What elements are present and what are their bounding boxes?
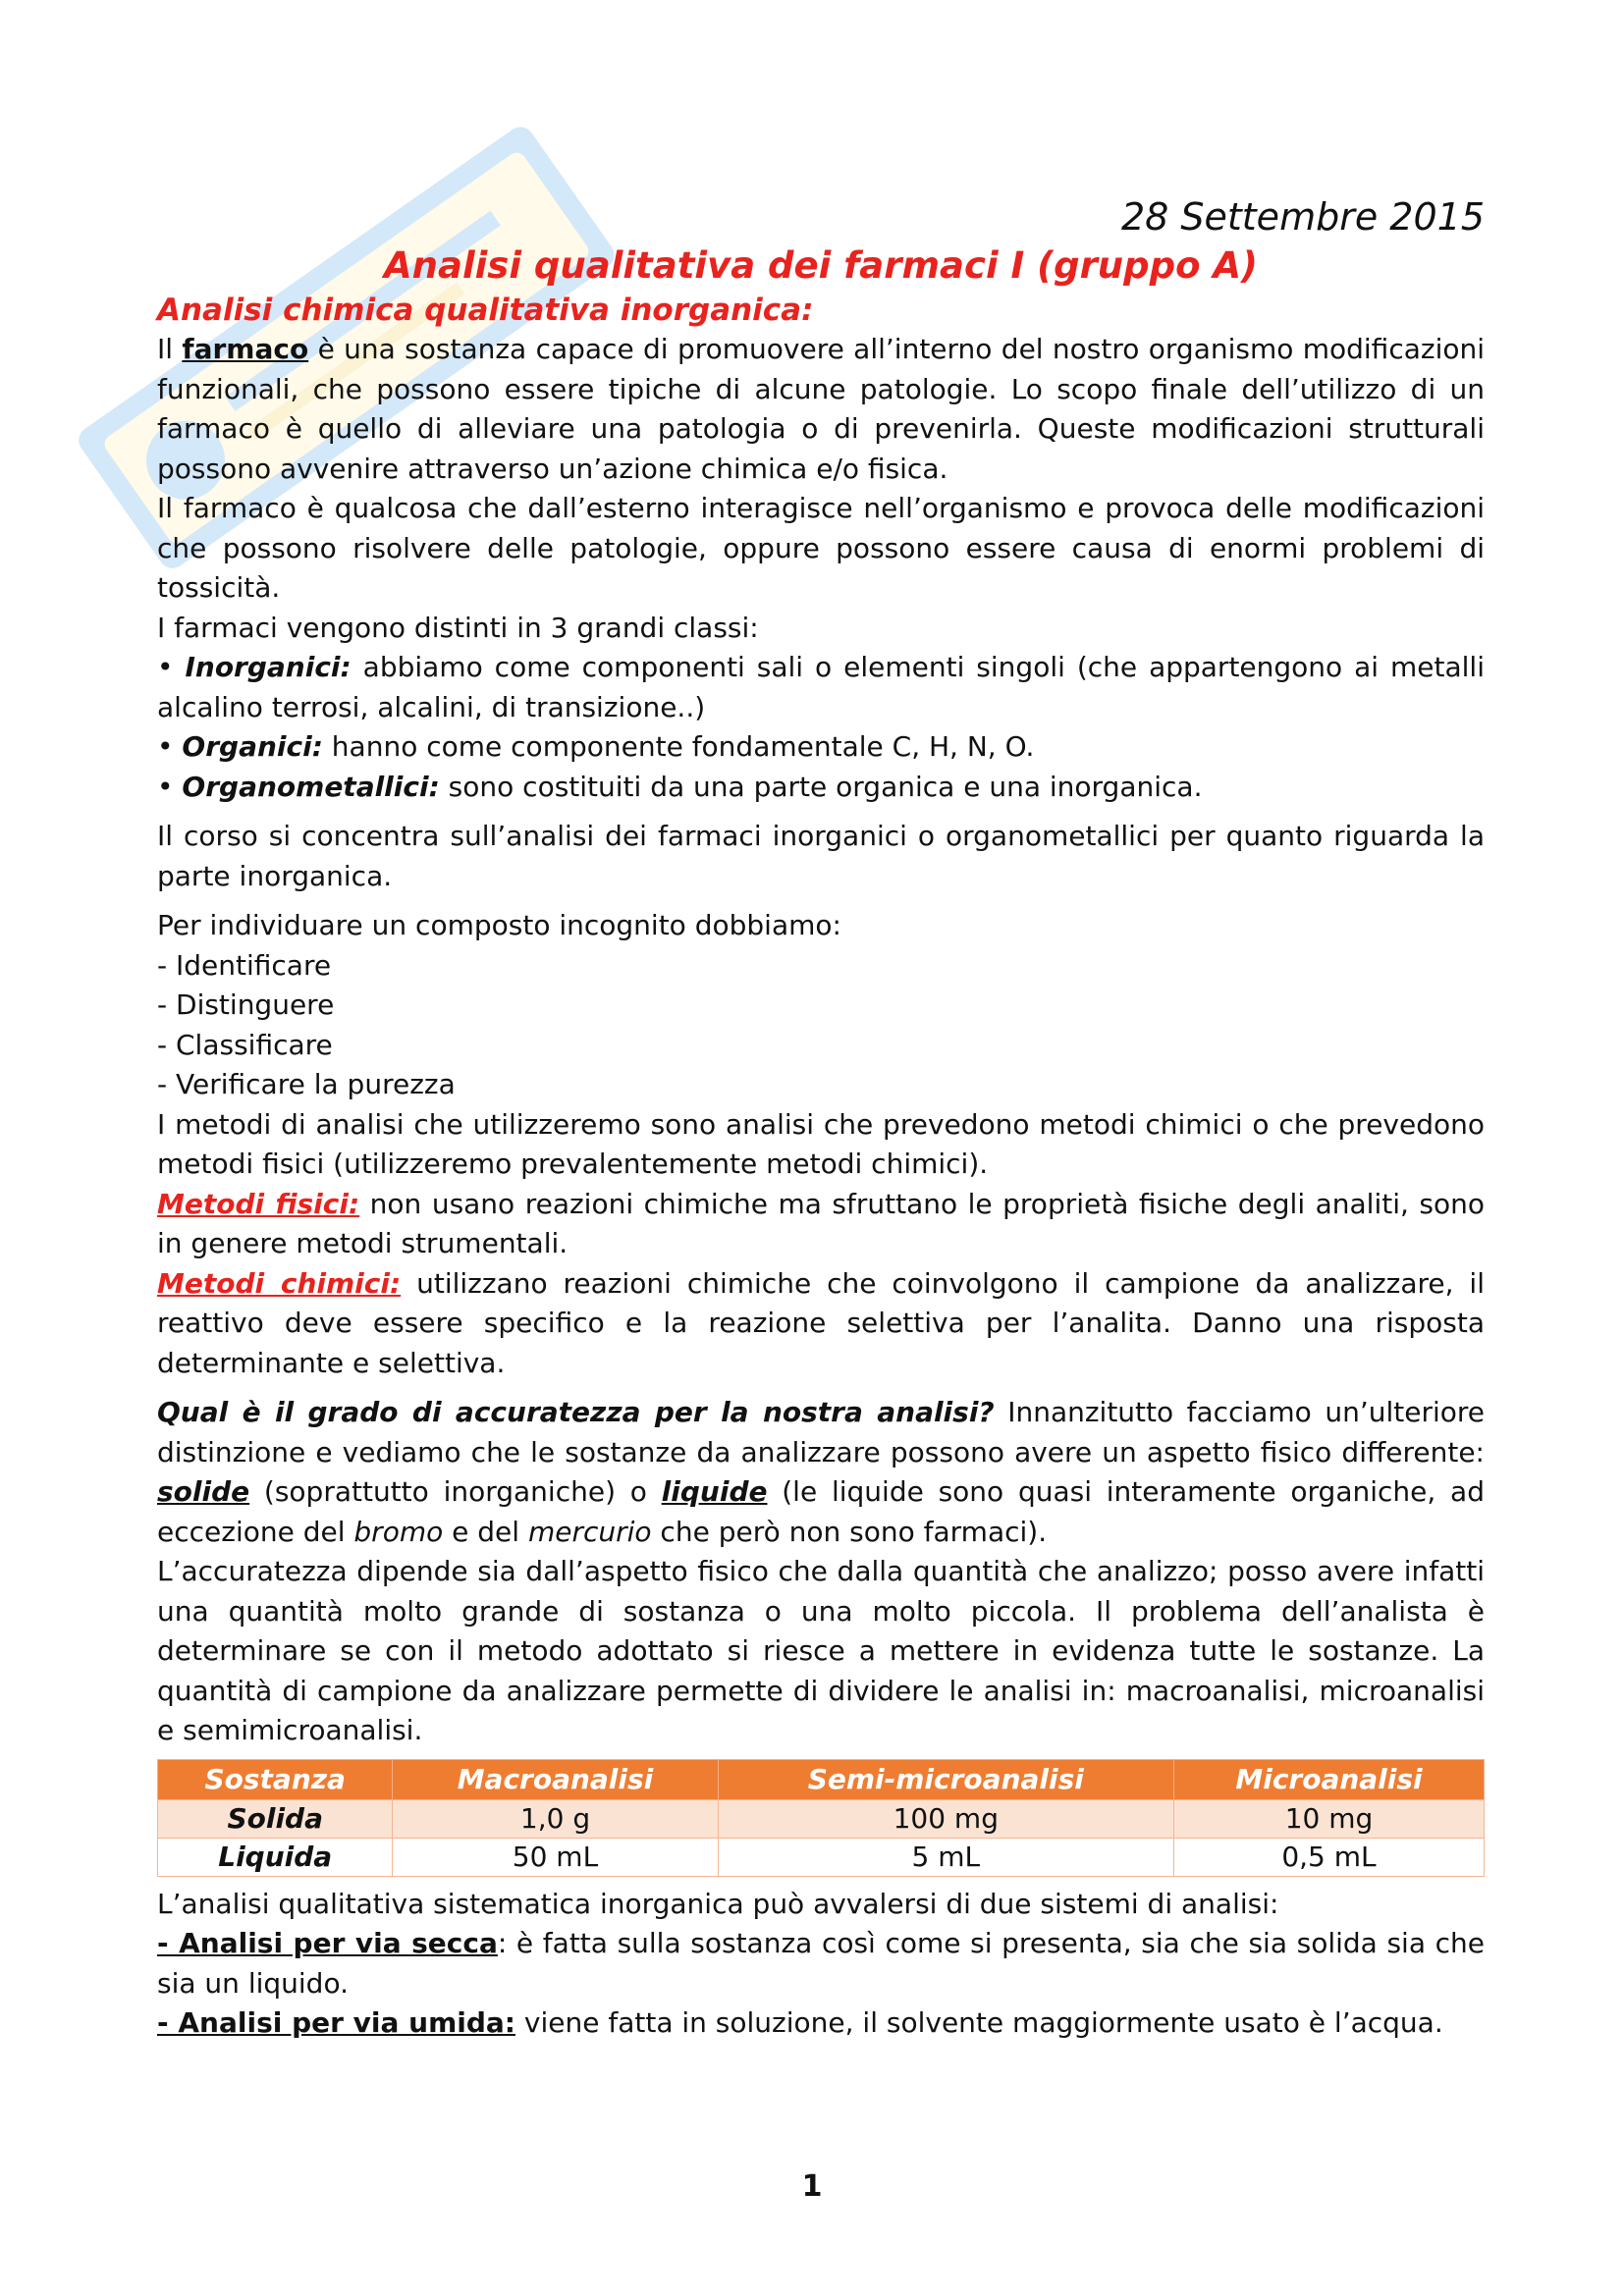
term-metodi-fisici: Metodi fisici: (157, 1187, 360, 1220)
term-organici: Organici: (182, 730, 323, 763)
column-header: Macroanalisi (393, 1759, 718, 1799)
term-bromo: bromo (353, 1515, 444, 1548)
text-run: abbiamo come componenti sali o elementi singoli (che appartengono ai metalli alcalino terrosi, alcalini, di transizione..) (157, 651, 1485, 723)
paragraph-farmaco (157, 330, 1485, 489)
bullet: • (157, 651, 174, 683)
section-heading: Analisi chimica qualitativa inorganica: (157, 293, 814, 328)
table-header-row (158, 1759, 1485, 1799)
term-metodi-chimici: Metodi chimici: (157, 1266, 402, 1300)
term-via-umida: - Analisi per via umida: (157, 2006, 515, 2039)
paragraph-classi-intro: I farmaci vengono distinti in 3 grandi classi: (157, 611, 759, 644)
column-header: Semi-microanalisi (718, 1759, 1173, 1799)
column-header: Microanalisi (1174, 1759, 1485, 1799)
text-run: Il (157, 333, 183, 365)
paragraph-sistemi: L’analisi qualitativa sistematica inorganica può avvalersi di due sistemi di analisi: (157, 1887, 1279, 1920)
paragraph-interazione: Il farmaco è qualcosa che dall’esterno interagisce nell’organismo e provoca delle modificazioni che possono risolvere delle patologie, oppure possono essere causa di enormi problemi di tossicità. (157, 492, 1485, 604)
table-cell: 10 mg (1174, 1799, 1485, 1838)
paragraph-corso: Il corso si concentra sull’analisi dei farmaci inorganici o organometallici per quanto riguarda la parte inorganica. (157, 820, 1485, 892)
table-cell: 100 mg (718, 1799, 1173, 1838)
term-organometallici: Organometallici: (182, 770, 440, 803)
paragraph-quantita: L’accuratezza dipende sia dall’aspetto fisico che dalla quantità che analizzo; posso avere infatti una quantità molto grande di sostanza o una molto piccola. Il problema dell’analista è determinare se con il metodo adottato si riesce a mettere in evidenza tutte le sostanze. La quantità di campione da analizzare permette di dividere le analisi in: macroanalisi, microanalisi e semimicroanalisi. (157, 1555, 1485, 1746)
term-via-secca: - Analisi per via secca (157, 1927, 498, 1959)
text-run: : è fatta sulla sostanza così come si presenta, sia che sia solida sia che sia un liquido. (157, 1927, 1485, 2000)
list-item-inorganici (157, 648, 1485, 727)
paragraph-accuratezza (157, 1393, 1485, 1552)
step-item: - Identificare (157, 948, 332, 982)
paragraph-via-secca (157, 1924, 1485, 2003)
step-item: - Classificare (157, 1028, 333, 1061)
row-header: Solida (158, 1799, 393, 1838)
document-title: Analisi qualitativa dei farmaci I (gruppo A) (384, 244, 1258, 287)
table-cell: 1,0 g (393, 1799, 718, 1838)
term-inorganici: Inorganici: (185, 651, 352, 683)
document-date: 28 Settembre 2015 (1120, 195, 1485, 239)
bullet: • (157, 730, 174, 763)
paragraph-via-umida (157, 2003, 1485, 2044)
text-run: utilizzano reazioni chimiche che coinvolgono il campione da analizzare, il reattivo deve essere specifico e la reazione selettiva per l’analita. Danno una risposta determinante e selettiva. (157, 1266, 1485, 1379)
term-liquide: liquide (661, 1475, 768, 1508)
list-item-organometallici (157, 768, 1485, 808)
question-accuratezza: Qual è il grado di accuratezza per la nostra analisi? (157, 1396, 995, 1428)
text-run: viene fatta in soluzione, il solvente maggiormente usato è l’acqua. (515, 2006, 1443, 2039)
text-run: (soprattutto inorganiche) o (249, 1475, 662, 1508)
text-run: hanno come componente fondamentale C, H, N, O. (322, 730, 1035, 763)
bullet: • (157, 770, 174, 803)
step-item: - Verificare la purezza (157, 1068, 456, 1100)
table-cell: 5 mL (718, 1838, 1173, 1876)
table-cell: 50 mL (393, 1838, 718, 1876)
list-item-organici (157, 727, 1485, 768)
analysis-table (157, 1759, 1485, 1877)
text-run: e del (443, 1515, 528, 1548)
document-page (157, 192, 1485, 2044)
paragraph-metodi: I metodi di analisi che utilizzeremo sono analisi che prevedono metodi chimici o che prevedono metodi fisici (utilizzeremo prevalentemente metodi chimici). (157, 1107, 1485, 1180)
term-mercurio: mercurio (527, 1515, 652, 1548)
text-run: non usano reazioni chimiche ma sfruttano le proprietà fisiche degli analiti, sono in genere metodi strumentali. (157, 1187, 1485, 1259)
text-run: che però non sono farmaci). (651, 1515, 1048, 1548)
row-header: Liquida (158, 1838, 393, 1876)
paragraph-metodi-fisici (157, 1185, 1485, 1264)
term-farmaco: farmaco (182, 333, 309, 365)
text-run: (le liquide sono quasi interamente organiche, ad eccezione del (157, 1475, 1485, 1548)
step-item: - Distinguere (157, 988, 335, 1021)
table-row (158, 1799, 1485, 1838)
table-cell: 0,5 mL (1174, 1838, 1485, 1876)
page-number: 1 (801, 2169, 823, 2204)
text-run: Innanzitutto facciamo un’ulteriore distinzione e vediamo che le sostanze da analizzare possono avere un aspetto fisico differente: (157, 1396, 1485, 1468)
column-header: Sostanza (158, 1759, 393, 1799)
paragraph-metodi-chimici (157, 1264, 1485, 1384)
term-solide: solide (157, 1475, 250, 1508)
text-run: sono costituiti da una parte organica e una inorganica. (439, 770, 1203, 803)
table-row (158, 1838, 1485, 1876)
paragraph-composto-intro: Per individuare un composto incognito dobbiamo: (157, 909, 841, 941)
text-run: è una sostanza capace di promuovere all’interno del nostro organismo modificazioni funzionali, che possono essere tipiche di alcune patologie. Lo scopo finale dell’utilizzo di un farmaco è quello di alleviare una patologia o di prevenirla. Queste modificazioni strutturali possono avvenire attraverso un’azione chimica e/o fisica. (157, 333, 1486, 485)
